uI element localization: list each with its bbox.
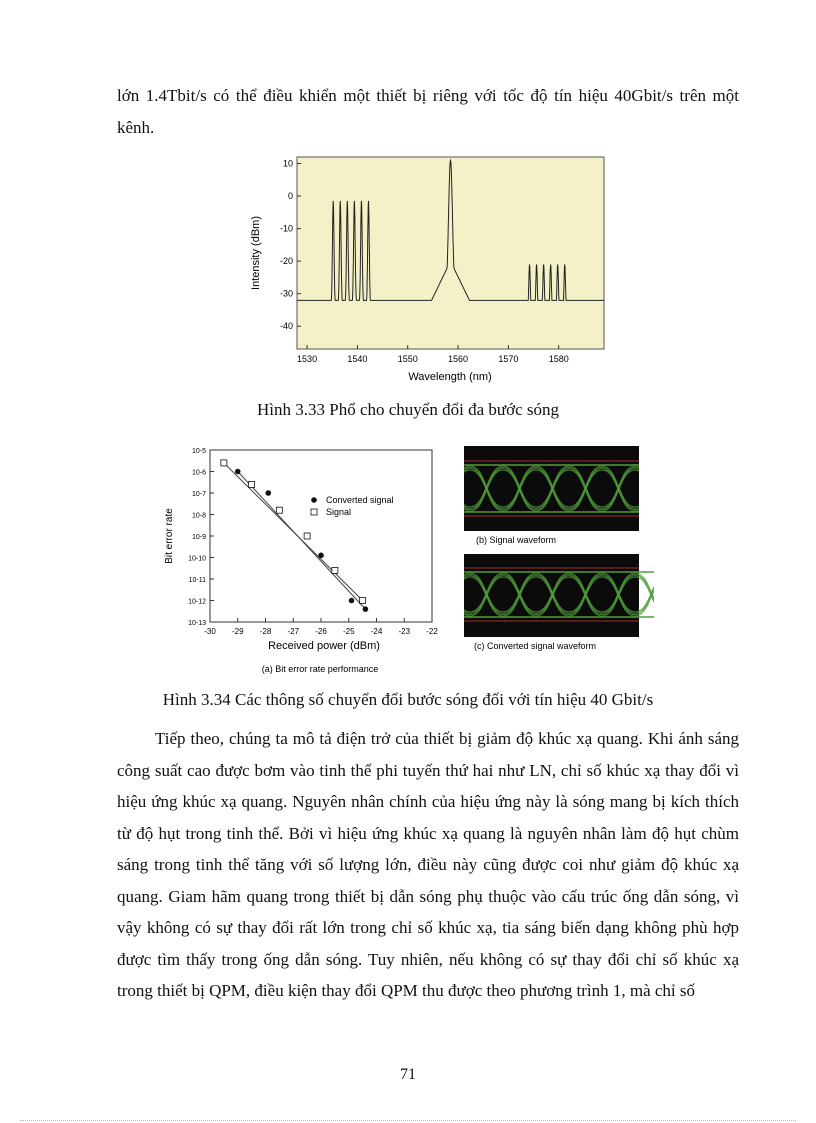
legend-label-converted: Converted signal: [326, 495, 394, 505]
point-signal: [221, 460, 227, 466]
legend-marker-signal: [311, 509, 317, 515]
spectrum-chart: [240, 152, 610, 387]
x-tick-label: -30: [204, 627, 216, 636]
x-tick-label: -29: [231, 627, 244, 636]
ber-plot-area: [210, 450, 432, 622]
eye-diagram-converted: [464, 554, 654, 654]
x-tick-label: 1550: [397, 354, 418, 364]
x-tick-label: 1530: [297, 354, 318, 364]
point-converted-signal: [349, 598, 355, 604]
x-tick-label: -22: [426, 627, 438, 636]
ber-ylabel: Bit error rate: [164, 508, 175, 564]
point-converted-signal: [235, 469, 241, 475]
x-tick-label: -24: [370, 627, 383, 636]
y-tick-label: 10-12: [188, 598, 206, 606]
x-tick-label: -23: [398, 627, 411, 636]
y-tick-label: 10-6: [191, 469, 206, 477]
x-tick-label: -26: [315, 627, 327, 636]
y-tick-label: 10-13: [188, 620, 206, 627]
point-signal: [304, 533, 310, 539]
eye-diagram-signal: [464, 446, 639, 546]
y-tick-label: -20: [279, 256, 293, 267]
point-signal: [249, 481, 255, 487]
spectrum-xlabel: Wavelength (nm): [408, 371, 492, 383]
x-tick-label: 1560: [448, 354, 469, 364]
page-number: 71: [400, 1066, 416, 1083]
spectrum-plot-area: [297, 157, 604, 349]
x-tick-label: 1580: [548, 354, 569, 364]
figure-334-caption: Hình 3.34 Các thông số chuyển đổi bước sóng đối với tín hiệu 40 Gbit/s: [162, 690, 654, 709]
point-signal: [332, 567, 338, 573]
ber-subcaption: (a) Bit error rate performance: [261, 664, 379, 674]
ber-chart: [160, 440, 450, 680]
spectrum-ylabel: Intensity (dBm): [250, 216, 262, 290]
point-converted-signal: [363, 606, 369, 612]
x-tick-label: 1540: [347, 354, 368, 364]
point-signal: [276, 507, 282, 513]
x-tick-label: -27: [287, 627, 300, 636]
page-footer-rule: [20, 1120, 796, 1121]
figure-333-caption: Hình 3.33 Phổ cho chuyển đổi đa bước sóng: [257, 400, 559, 419]
y-tick-label: 10-10: [188, 555, 206, 563]
y-tick-label: -10: [279, 223, 293, 234]
y-tick-label: -30: [279, 288, 293, 299]
y-tick-label: 10-9: [191, 534, 206, 541]
y-tick-label: 10-7: [191, 491, 206, 498]
legend-label-signal: Signal: [326, 507, 352, 517]
ber-xlabel: Received power (dBm): [268, 640, 380, 652]
x-tick-label: -25: [342, 627, 355, 636]
legend-marker-converted: [311, 497, 317, 503]
y-tick-label: 0: [287, 191, 293, 202]
body-paragraph: Tiếp theo, chúng ta mô tả điện trở của thiết bị giảm độ khúc xạ quang. Khi ánh sáng công suất cao được bơm vào tinh thể phi tuyến thứ hai như LN, chỉ số khúc xạ thay đổi vì hiệu ứng khúc xạ quang. Nguyên nhân chính của hiệu ứng này là sóng mang bị kích thích từ độ hụt trong tinh thể. Bởi vì hiệu ứng khúc xạ quang là nguyên nhân làm độ hụt chùm sáng trong tinh thể tăng với số lượng lớn, điều này cũng được coi như giảm độ khúc xạ quang. Giam hãm quang trong thiết bị dẫn sóng phụ thuộc vào cấu trúc ống dẫn sóng, vì vậy không có sự thay đổi rất lớn trong chỉ số khúc xạ, tia sáng biến dạng không phù hợp được tìm thấy trong ống dẫn sóng. Tuy nhiên, nếu không có sự thay đổi chỉ số khúc xạ trong thiết bị QPM, điều kiện thay đổi QPM thu được theo phương trình 1, mà chỉ số: [117, 729, 739, 1000]
point-converted-signal: [265, 490, 271, 496]
point-signal: [360, 598, 366, 604]
x-tick-label: -28: [259, 627, 272, 636]
eye-b-caption: (b) Signal waveform: [476, 535, 557, 545]
y-tick-label: 10-5: [191, 448, 206, 455]
x-tick-label: 1570: [498, 354, 519, 364]
point-converted-signal: [318, 553, 324, 559]
top-paragraph: lớn 1.4Tbit/s có thể điều khiển một thiết bị riêng với tốc độ tín hiệu 40Gbit/s trên một kênh.: [117, 86, 739, 137]
y-tick-label: 10-11: [188, 577, 206, 584]
y-tick-label: 10-8: [191, 512, 206, 520]
eye-c-caption: (c) Converted signal waveform: [474, 641, 597, 651]
y-tick-label: -40: [279, 321, 293, 332]
y-tick-label: 10: [282, 158, 293, 169]
